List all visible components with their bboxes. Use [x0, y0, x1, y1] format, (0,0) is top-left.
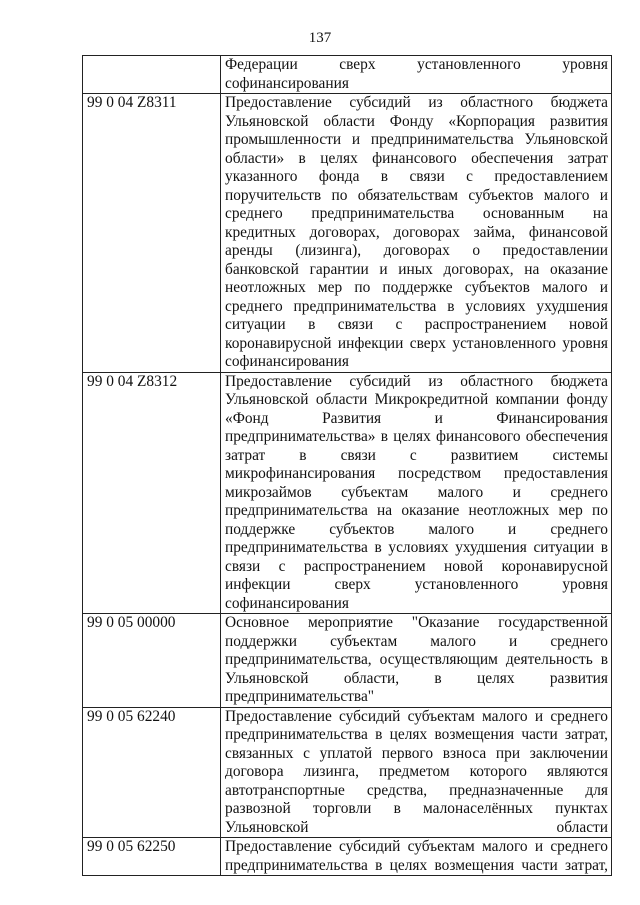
description-cell: Предоставление субсидий из областного бюджета Ульяновской области Фонду «Корпорация развития промышленности и предпринимательства Ульяновской области» в целях финансового обеспечения затрат указанного фонда в связи с предоставлением поручительств по обязательствам субъектов малого и среднего предпринимательства основанным на кредитных договорах, договорах займа, финансовой аренды (лизинга), договорах о предоставлении банковской гарантии и иных договорах, на оказание неотложных мер по поддержке субъектов малого и среднего предпринимательства в условиях ухудшения ситуации в связи с распространением новой коронавирусной инфекции сверх установленного уровня софинансирования: [221, 94, 612, 373]
code-cell: 99 0 05 62240: [83, 707, 221, 838]
description-cell: Предоставление субсидий субъектам малого и среднего предпринимательства в целях возмещения части затрат,: [221, 838, 612, 876]
code-cell: 99 0 05 62250: [83, 838, 221, 876]
table-row: [83, 372, 612, 614]
table-row: [83, 707, 612, 838]
table-row: [83, 94, 612, 373]
description-cell: Предоставление субсидий из областного бюджета Ульяновской области Микрокредитной компании фонду «Фонд Развития и Финансирования предпринимательства» в целях финансового обеспечения затрат в связи с развитием системы микрофинансирования посредством предоставления микрозаймов субъектам малого и среднего предпринимательства на оказание неотложных мер по поддержке субъектов малого и среднего предпринимательства в условиях ухудшения ситуации в связи с распространением новой коронавирусной инфекции сверх установленного уровня софинансирования: [221, 372, 612, 614]
table-row: [83, 614, 612, 708]
page-number: 137: [308, 30, 332, 46]
code-cell: 99 0 04 Z8311: [83, 94, 221, 373]
table-row: [83, 838, 612, 876]
code-cell: [83, 56, 221, 94]
description-cell: Федерации сверх установленного уровня софинансирования: [221, 56, 612, 94]
description-cell: Предоставление субсидий субъектам малого и среднего предпринимательства в целях возмещения части затрат, связанных с уплатой первого взноса при заключении договора лизинга, предметом которого являются автотранспортные средства, предназначенные для развозной торговли в малонаселённых пунктах Ульяновской области: [221, 707, 612, 838]
description-cell: Основное мероприятие "Оказание государственной поддержки субъектам малого и среднего предпринимательства, осуществляющим деятельность в Ульяновской области, в целях развития предпринимательства": [221, 614, 612, 708]
budget-code-table: [82, 55, 612, 876]
code-cell: 99 0 04 Z8312: [83, 372, 221, 614]
code-cell: 99 0 05 00000: [83, 614, 221, 708]
table-row: [83, 56, 612, 94]
